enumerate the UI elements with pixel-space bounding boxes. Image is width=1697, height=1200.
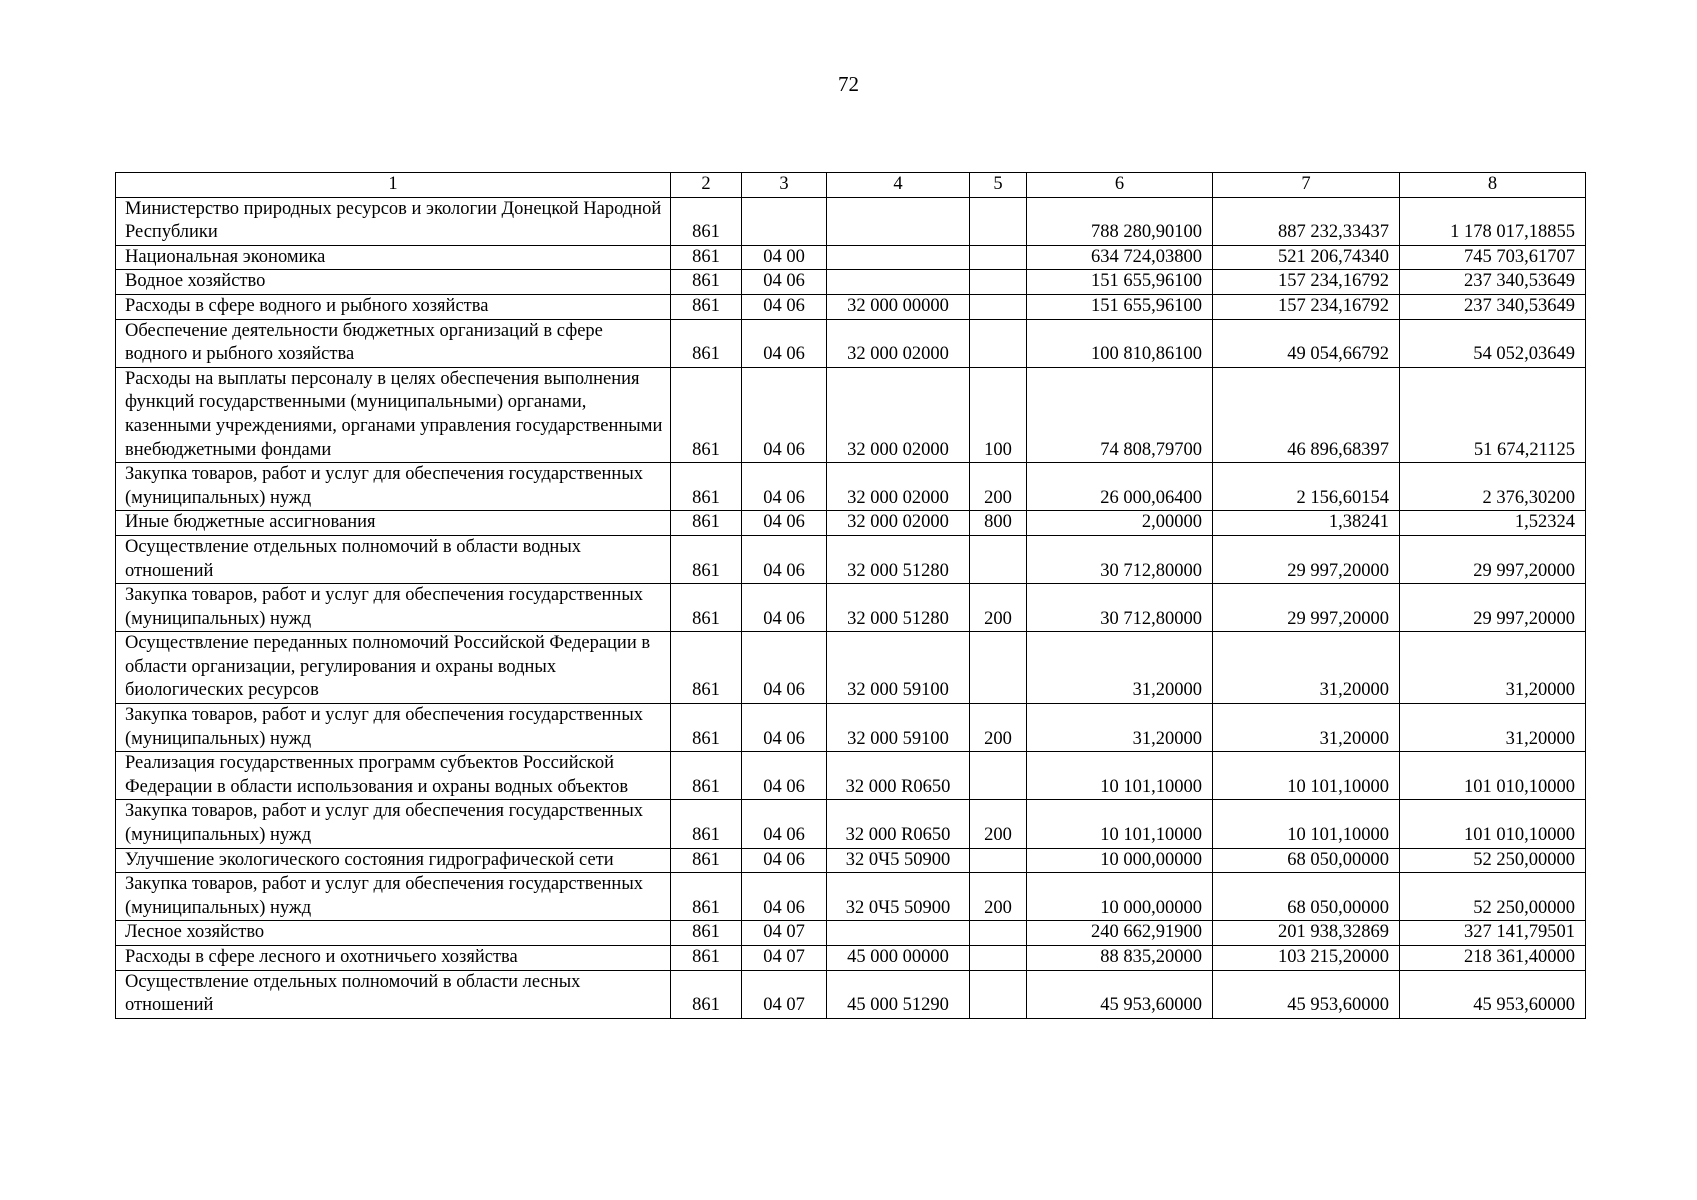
cell-name: Закупка товаров, работ и услуг для обеспечения государственных (муниципальных) нужд xyxy=(116,873,671,921)
cell-col7: 10 101,10000 xyxy=(1213,800,1400,848)
cell-name: Закупка товаров, работ и услуг для обеспечения государственных (муниципальных) нужд xyxy=(116,584,671,632)
cell-col6: 634 724,03800 xyxy=(1027,245,1213,270)
cell-col3: 04 06 xyxy=(742,848,827,873)
cell-col3: 04 06 xyxy=(742,367,827,462)
cell-col6: 30 712,80000 xyxy=(1027,535,1213,583)
cell-col5 xyxy=(970,632,1027,704)
cell-col7: 68 050,00000 xyxy=(1213,873,1400,921)
cell-col4: 32 000 02000 xyxy=(827,367,970,462)
cell-col3: 04 06 xyxy=(742,584,827,632)
cell-col4 xyxy=(827,921,970,946)
cell-col8: 31,20000 xyxy=(1400,632,1586,704)
cell-col2: 861 xyxy=(671,197,742,245)
cell-col7: 45 953,60000 xyxy=(1213,970,1400,1018)
cell-col7: 2 156,60154 xyxy=(1213,463,1400,511)
cell-col3: 04 07 xyxy=(742,921,827,946)
cell-col7: 157 234,16792 xyxy=(1213,294,1400,319)
header-cell: 1 xyxy=(116,173,671,198)
cell-col2: 861 xyxy=(671,752,742,800)
cell-col3: 04 06 xyxy=(742,800,827,848)
cell-col5: 800 xyxy=(970,511,1027,536)
cell-name: Обеспечение деятельности бюджетных организаций в сфере водного и рыбного хозяйства xyxy=(116,319,671,367)
cell-col6: 10 000,00000 xyxy=(1027,848,1213,873)
cell-col6: 26 000,06400 xyxy=(1027,463,1213,511)
table-row xyxy=(116,245,1586,270)
table-row xyxy=(116,800,1586,848)
cell-col2: 861 xyxy=(671,970,742,1018)
table-row xyxy=(116,632,1586,704)
cell-col3: 04 06 xyxy=(742,511,827,536)
cell-col7: 46 896,68397 xyxy=(1213,367,1400,462)
cell-col6: 74 808,79700 xyxy=(1027,367,1213,462)
cell-col6: 10 101,10000 xyxy=(1027,800,1213,848)
cell-col5 xyxy=(970,197,1027,245)
cell-col3: 04 06 xyxy=(742,270,827,295)
cell-col8: 101 010,10000 xyxy=(1400,752,1586,800)
cell-col3: 04 06 xyxy=(742,294,827,319)
cell-col8: 45 953,60000 xyxy=(1400,970,1586,1018)
cell-col5 xyxy=(970,752,1027,800)
cell-col6: 88 835,20000 xyxy=(1027,946,1213,971)
cell-col7: 31,20000 xyxy=(1213,632,1400,704)
cell-name: Осуществление отдельных полномочий в области лесных отношений xyxy=(116,970,671,1018)
cell-col6: 2,00000 xyxy=(1027,511,1213,536)
cell-col5 xyxy=(970,848,1027,873)
cell-col7: 68 050,00000 xyxy=(1213,848,1400,873)
cell-col5 xyxy=(970,535,1027,583)
table-row xyxy=(116,848,1586,873)
cell-col7: 1,38241 xyxy=(1213,511,1400,536)
header-cell: 3 xyxy=(742,173,827,198)
cell-col4: 45 000 00000 xyxy=(827,946,970,971)
cell-name: Иные бюджетные ассигнования xyxy=(116,511,671,536)
cell-col3: 04 06 xyxy=(742,535,827,583)
cell-col5 xyxy=(970,921,1027,946)
cell-col2: 861 xyxy=(671,921,742,946)
cell-col5 xyxy=(970,270,1027,295)
cell-col3: 04 00 xyxy=(742,245,827,270)
header-cell: 6 xyxy=(1027,173,1213,198)
cell-col7: 31,20000 xyxy=(1213,704,1400,752)
cell-col8: 52 250,00000 xyxy=(1400,873,1586,921)
cell-col7: 49 054,66792 xyxy=(1213,319,1400,367)
cell-col3: 04 06 xyxy=(742,873,827,921)
cell-col6: 31,20000 xyxy=(1027,704,1213,752)
cell-col6: 151 655,96100 xyxy=(1027,270,1213,295)
cell-col4 xyxy=(827,245,970,270)
cell-col4: 32 000 R0650 xyxy=(827,800,970,848)
cell-name: Закупка товаров, работ и услуг для обеспечения государственных (муниципальных) нужд xyxy=(116,800,671,848)
cell-col5: 200 xyxy=(970,873,1027,921)
table-row xyxy=(116,873,1586,921)
cell-col6: 30 712,80000 xyxy=(1027,584,1213,632)
cell-col7: 29 997,20000 xyxy=(1213,584,1400,632)
cell-col3: 04 07 xyxy=(742,970,827,1018)
cell-col4: 45 000 51290 xyxy=(827,970,970,1018)
cell-name: Расходы в сфере лесного и охотничьего хозяйства xyxy=(116,946,671,971)
cell-col7: 887 232,33437 xyxy=(1213,197,1400,245)
cell-col3 xyxy=(742,197,827,245)
cell-col4: 32 0Ч5 50900 xyxy=(827,873,970,921)
table-row xyxy=(116,319,1586,367)
cell-col5 xyxy=(970,946,1027,971)
cell-col5: 200 xyxy=(970,704,1027,752)
cell-col8: 2 376,30200 xyxy=(1400,463,1586,511)
cell-col3: 04 06 xyxy=(742,704,827,752)
cell-name: Осуществление отдельных полномочий в области водных отношений xyxy=(116,535,671,583)
cell-col2: 861 xyxy=(671,632,742,704)
cell-name: Закупка товаров, работ и услуг для обеспечения государственных (муниципальных) нужд xyxy=(116,704,671,752)
cell-col5: 200 xyxy=(970,584,1027,632)
cell-col8: 101 010,10000 xyxy=(1400,800,1586,848)
cell-col8: 237 340,53649 xyxy=(1400,270,1586,295)
cell-col5 xyxy=(970,970,1027,1018)
header-cell: 2 xyxy=(671,173,742,198)
table-row xyxy=(116,294,1586,319)
header-cell: 7 xyxy=(1213,173,1400,198)
table-row xyxy=(116,270,1586,295)
header-cell: 5 xyxy=(970,173,1027,198)
cell-name: Осуществление переданных полномочий Российской Федерации в области организации, регулирования и охраны водных биологических ресурсов xyxy=(116,632,671,704)
cell-col2: 861 xyxy=(671,463,742,511)
cell-col7: 521 206,74340 xyxy=(1213,245,1400,270)
table-row xyxy=(116,946,1586,971)
cell-col2: 861 xyxy=(671,367,742,462)
cell-col8: 1 178 017,18855 xyxy=(1400,197,1586,245)
cell-col5 xyxy=(970,294,1027,319)
cell-col2: 861 xyxy=(671,704,742,752)
cell-col5: 200 xyxy=(970,463,1027,511)
cell-name: Закупка товаров, работ и услуг для обеспечения государственных (муниципальных) нужд xyxy=(116,463,671,511)
cell-col5: 200 xyxy=(970,800,1027,848)
cell-col2: 861 xyxy=(671,848,742,873)
cell-name: Водное хозяйство xyxy=(116,270,671,295)
cell-col3: 04 06 xyxy=(742,632,827,704)
cell-col7: 29 997,20000 xyxy=(1213,535,1400,583)
table-row xyxy=(116,752,1586,800)
cell-col8: 218 361,40000 xyxy=(1400,946,1586,971)
cell-col8: 237 340,53649 xyxy=(1400,294,1586,319)
cell-col3: 04 07 xyxy=(742,946,827,971)
table-row xyxy=(116,921,1586,946)
cell-col2: 861 xyxy=(671,270,742,295)
table-row xyxy=(116,704,1586,752)
cell-col4: 32 000 51280 xyxy=(827,535,970,583)
cell-name: Расходы в сфере водного и рыбного хозяйства xyxy=(116,294,671,319)
table-row xyxy=(116,970,1586,1018)
cell-col4: 32 000 R0650 xyxy=(827,752,970,800)
cell-col8: 51 674,21125 xyxy=(1400,367,1586,462)
header-cell: 4 xyxy=(827,173,970,198)
cell-col6: 100 810,86100 xyxy=(1027,319,1213,367)
cell-col7: 10 101,10000 xyxy=(1213,752,1400,800)
cell-col7: 157 234,16792 xyxy=(1213,270,1400,295)
cell-col7: 201 938,32869 xyxy=(1213,921,1400,946)
budget-table xyxy=(115,172,1586,1019)
cell-col4: 32 000 02000 xyxy=(827,463,970,511)
cell-col2: 861 xyxy=(671,800,742,848)
table-row xyxy=(116,535,1586,583)
cell-col8: 29 997,20000 xyxy=(1400,535,1586,583)
cell-col4: 32 000 59100 xyxy=(827,704,970,752)
cell-col3: 04 06 xyxy=(742,319,827,367)
cell-col6: 45 953,60000 xyxy=(1027,970,1213,1018)
cell-col6: 788 280,90100 xyxy=(1027,197,1213,245)
cell-col8: 54 052,03649 xyxy=(1400,319,1586,367)
cell-col4 xyxy=(827,197,970,245)
cell-name: Реализация государственных программ субъектов Российской Федерации в области использования и охраны водных объектов xyxy=(116,752,671,800)
cell-col8: 29 997,20000 xyxy=(1400,584,1586,632)
cell-col2: 861 xyxy=(671,245,742,270)
cell-col6: 10 000,00000 xyxy=(1027,873,1213,921)
cell-col2: 861 xyxy=(671,946,742,971)
cell-col5 xyxy=(970,245,1027,270)
page-number: 72 xyxy=(838,72,859,96)
cell-col8: 52 250,00000 xyxy=(1400,848,1586,873)
cell-name: Расходы на выплаты персоналу в целях обеспечения выполнения функций государственными (муниципальными) органами, казенными учреждениями, органами управления государственными внебюджетными фондами xyxy=(116,367,671,462)
cell-col8: 1,52324 xyxy=(1400,511,1586,536)
cell-name: Национальная экономика xyxy=(116,245,671,270)
cell-col2: 861 xyxy=(671,319,742,367)
cell-col4: 32 000 00000 xyxy=(827,294,970,319)
cell-col8: 745 703,61707 xyxy=(1400,245,1586,270)
header-row xyxy=(116,173,1586,198)
header-cell: 8 xyxy=(1400,173,1586,198)
cell-col4: 32 000 02000 xyxy=(827,511,970,536)
table-row xyxy=(116,197,1586,245)
table-row xyxy=(116,463,1586,511)
cell-col6: 10 101,10000 xyxy=(1027,752,1213,800)
cell-name: Улучшение экологического состояния гидрографической сети xyxy=(116,848,671,873)
table-row xyxy=(116,584,1586,632)
cell-col2: 861 xyxy=(671,294,742,319)
cell-col5: 100 xyxy=(970,367,1027,462)
cell-col2: 861 xyxy=(671,873,742,921)
table-row xyxy=(116,511,1586,536)
cell-col8: 327 141,79501 xyxy=(1400,921,1586,946)
cell-col7: 103 215,20000 xyxy=(1213,946,1400,971)
cell-col8: 31,20000 xyxy=(1400,704,1586,752)
cell-col4 xyxy=(827,270,970,295)
cell-name: Лесное хозяйство xyxy=(116,921,671,946)
cell-col4: 32 000 02000 xyxy=(827,319,970,367)
cell-col6: 31,20000 xyxy=(1027,632,1213,704)
cell-col2: 861 xyxy=(671,511,742,536)
cell-col6: 151 655,96100 xyxy=(1027,294,1213,319)
cell-col4: 32 0Ч5 50900 xyxy=(827,848,970,873)
cell-col5 xyxy=(970,319,1027,367)
table-row xyxy=(116,367,1586,462)
cell-col2: 861 xyxy=(671,584,742,632)
cell-col4: 32 000 51280 xyxy=(827,584,970,632)
cell-col6: 240 662,91900 xyxy=(1027,921,1213,946)
cell-name: Министерство природных ресурсов и экологии Донецкой Народной Республики xyxy=(116,197,671,245)
table-body xyxy=(116,197,1586,1018)
cell-col4: 32 000 59100 xyxy=(827,632,970,704)
cell-col3: 04 06 xyxy=(742,463,827,511)
cell-col2: 861 xyxy=(671,535,742,583)
cell-col3: 04 06 xyxy=(742,752,827,800)
